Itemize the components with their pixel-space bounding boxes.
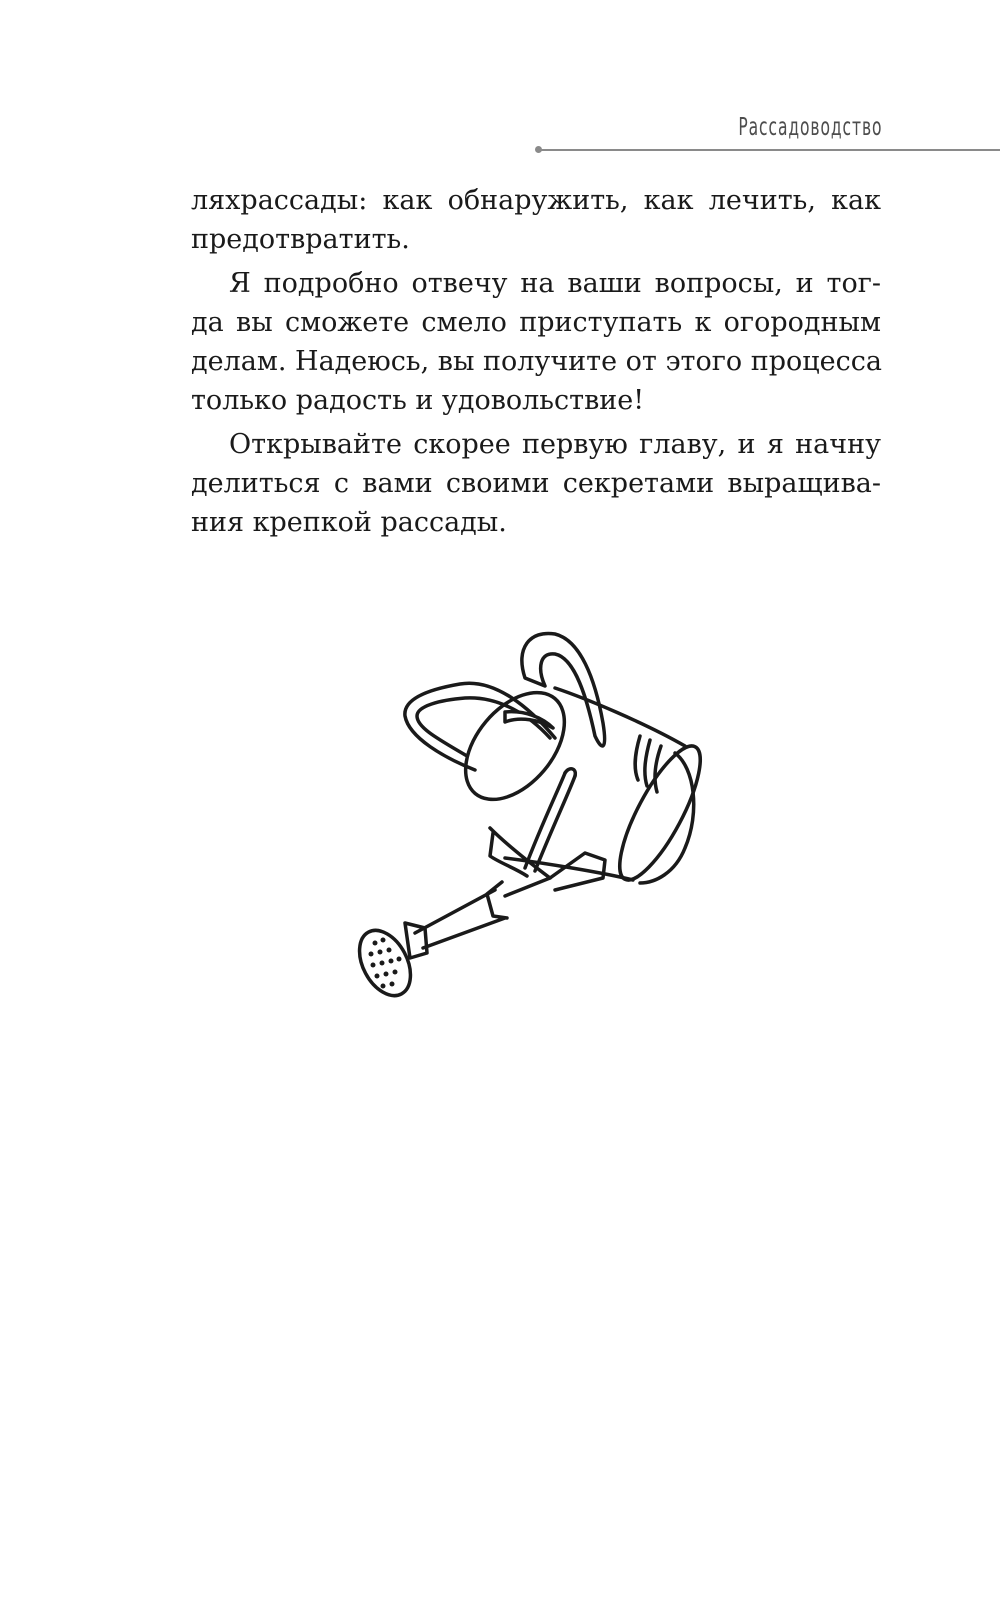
text-line: делиться с вами своими секретами выращива- (191, 468, 881, 499)
text-line: Я подробно отвечу на ваши вопросы, и тог- (229, 268, 881, 299)
text-line: предотвратить. (191, 224, 410, 255)
header-rule (540, 149, 1000, 151)
body-text (191, 181, 881, 547)
text-line: Открывайте скорее первую главу, и я начну (229, 429, 881, 460)
paragraph-3 (191, 425, 881, 542)
running-head: Рассадоводство (737, 112, 882, 141)
paragraph-1 (191, 181, 881, 259)
paragraph-2 (191, 264, 881, 420)
text-line: ния крепкой рассады. (191, 507, 507, 538)
text-line: делам. Надеюсь, вы получите от этого процесса (191, 346, 882, 377)
text-line: только радость и удовольствие! (191, 385, 645, 416)
watering-can-icon (355, 628, 715, 1020)
text-line: ляхрассады: как обнаружить, как лечить, как (191, 185, 881, 216)
text-line: да вы сможете смело приступать к огородным (191, 307, 881, 338)
